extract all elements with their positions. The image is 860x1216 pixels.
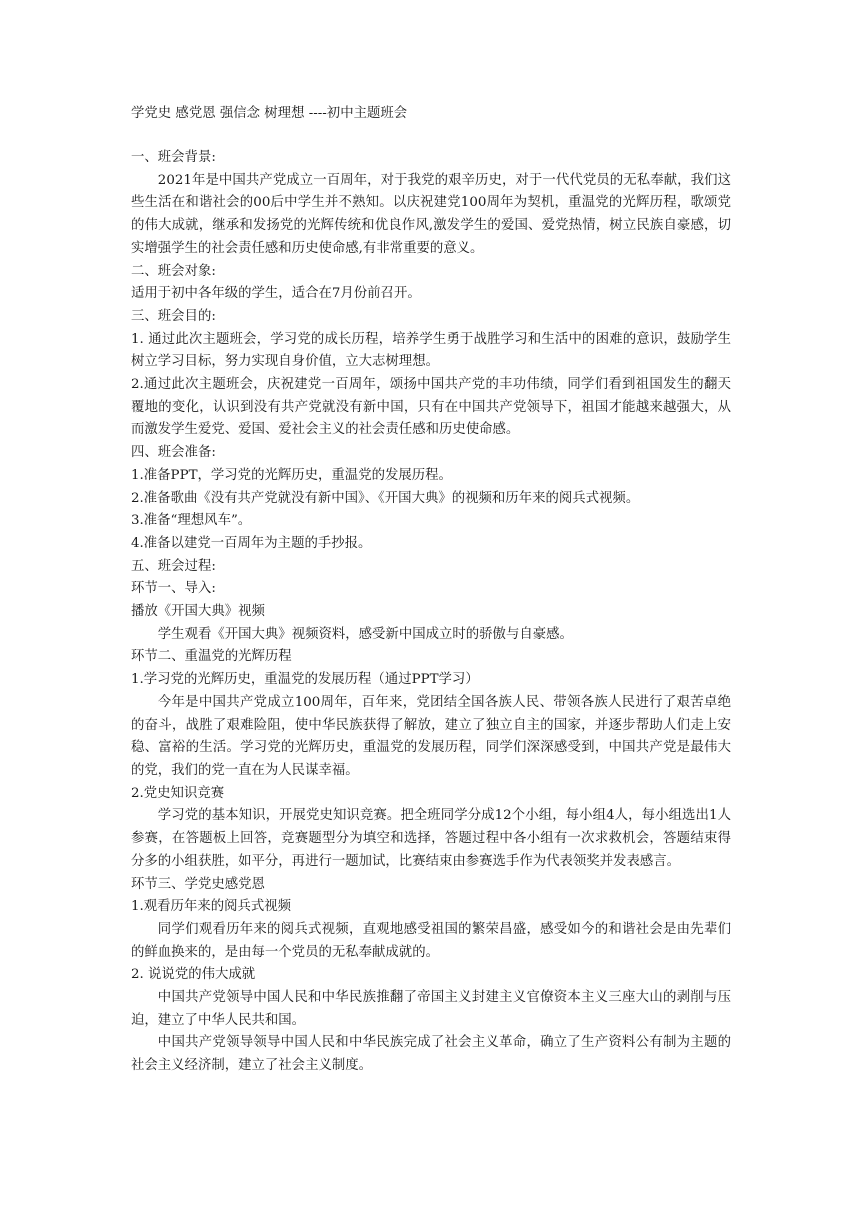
- purpose-item-2: 2.通过此次主题班会，庆祝建党一百周年，颂扬中国共产党的丰功伟绩，同学们看到祖国发生的翻天覆地的变化，认识到没有共产党就没有新中国，只有在中国共产党领导下，祖国才能越来越强大，从而激发学生爱党、爱国、爱社会主义的社会责任感和历史使命感。: [131, 377, 731, 438]
- section-heading-audience: 二、班会对象:: [131, 263, 216, 279]
- section-heading-preparation: 四、班会准备:: [131, 445, 216, 461]
- step2-heading: 环节二、重温党的光辉历程: [131, 649, 292, 665]
- step2-subheading-1: 1.学习党的光辉历史，重温党的发展历程（通过PPT学习）: [131, 672, 479, 688]
- step1-subheading: 播放《开国大典》视频: [131, 604, 265, 620]
- step2-paragraph-1: 今年是中国共产党成立100周年，百年来，党团结全国各族人民、带领各族人民进行了艰苦卓绝的奋斗，战胜了艰难险阻，使中华民族获得了解放，建立了独立自主的国家，并逐步帮助人们走上安稳、富裕的生活。学习党的光辉历史，重温党的发展历程，同学们深深感受到，中国共产党是最伟大的党，我们的党一直在为人民谋幸福。: [131, 694, 731, 778]
- purpose-item-1: 1. 通过此次主题班会，学习党的成长历程，培养学生勇于战胜学习和生活中的困难的意识，鼓励学生树立学习目标，努力实现自身价值，立大志树理想。: [131, 331, 731, 370]
- audience-paragraph: 适用于初中各年级的学生，适合在7月份前召开。: [131, 286, 421, 302]
- prep-item-2: 2.准备歌曲《没有共产党就没有新中国》、《开国大典》的视频和历年来的阅兵式视频。: [131, 490, 640, 506]
- section-heading-background: 一、班会背景:: [131, 150, 216, 165]
- step2-paragraph-2: 学习党的基本知识，开展党史知识竞赛。把全班同学分成12个小组，每小组4人，每小组选出1人参赛，在答题板上回答，竞赛题型分为填空和选择，答题过程中各小组有一次求救机会，答题结束得分多的小组获胜，如平分，再进行一题加试，比赛结束由参赛选手作为代表领奖并发表感言。: [131, 808, 731, 869]
- document-title: 学党史 感党恩 强信念 树理想 ----初中主题班会: [131, 106, 408, 121]
- step3-paragraph-2: 中国共产党领导中国人民和中华民族推翻了帝国主义封建主义官僚资本主义三座大山的剥削与压迫，建立了中华人民共和国。: [131, 990, 731, 1028]
- step3-paragraph-3: 中国共产党领导领导中国人民和中华民族完成了社会主义革命，确立了生产资料公有制为主题的社会主义经济制，建立了社会主义制度。: [131, 1035, 731, 1074]
- document-page: [131, 103, 731, 1078]
- step1-heading: 环节一、导入:: [131, 581, 216, 597]
- step3-subheading-1: 1.观看历年来的阅兵式视频: [131, 899, 292, 915]
- prep-item-4: 4.准备以建党一百周年为主题的手抄报。: [131, 535, 372, 551]
- step3-paragraph-1: 同学们观看历年来的阅兵式视频，直观地感受祖国的繁荣昌盛，感受如今的和谐社会是由先辈们的鲜血换来的，是由每一个党员的无私奉献成就的。: [131, 921, 731, 960]
- background-paragraph: 2021年是中国共产党成立一百周年，对于我党的艰辛历史，对于一代代党员的无私奉献，我们这些生活在和谐社会的00后中学生并不熟知。以庆祝建党100周年为契机，重温党的光辉历程，歌颂党的伟大成就，继承和发扬党的光辉传统和优良作风,激发学生的爱国、爱党热情，树立民族自豪感，切实增强学生的社会责任感和历史使命感,有非常重要的意义。: [131, 172, 731, 256]
- step3-heading: 环节三、学党史感党恩: [131, 876, 265, 892]
- step2-subheading-2: 2.党史知识竞赛: [131, 785, 225, 801]
- section-heading-purpose: 三、班会目的:: [131, 308, 216, 324]
- prep-item-3: 3.准备“理想风车”。: [131, 513, 252, 529]
- section-heading-process: 五、班会过程:: [131, 558, 216, 574]
- step1-paragraph: 学生观看《开国大典》视频资料，感受新中国成立时的骄傲与自豪感。: [157, 626, 573, 642]
- prep-item-1: 1.准备PPT，学习党的光辉历史，重温党的发展历程。: [131, 467, 452, 483]
- step3-subheading-2: 2. 说说党的伟大成就: [131, 967, 256, 983]
